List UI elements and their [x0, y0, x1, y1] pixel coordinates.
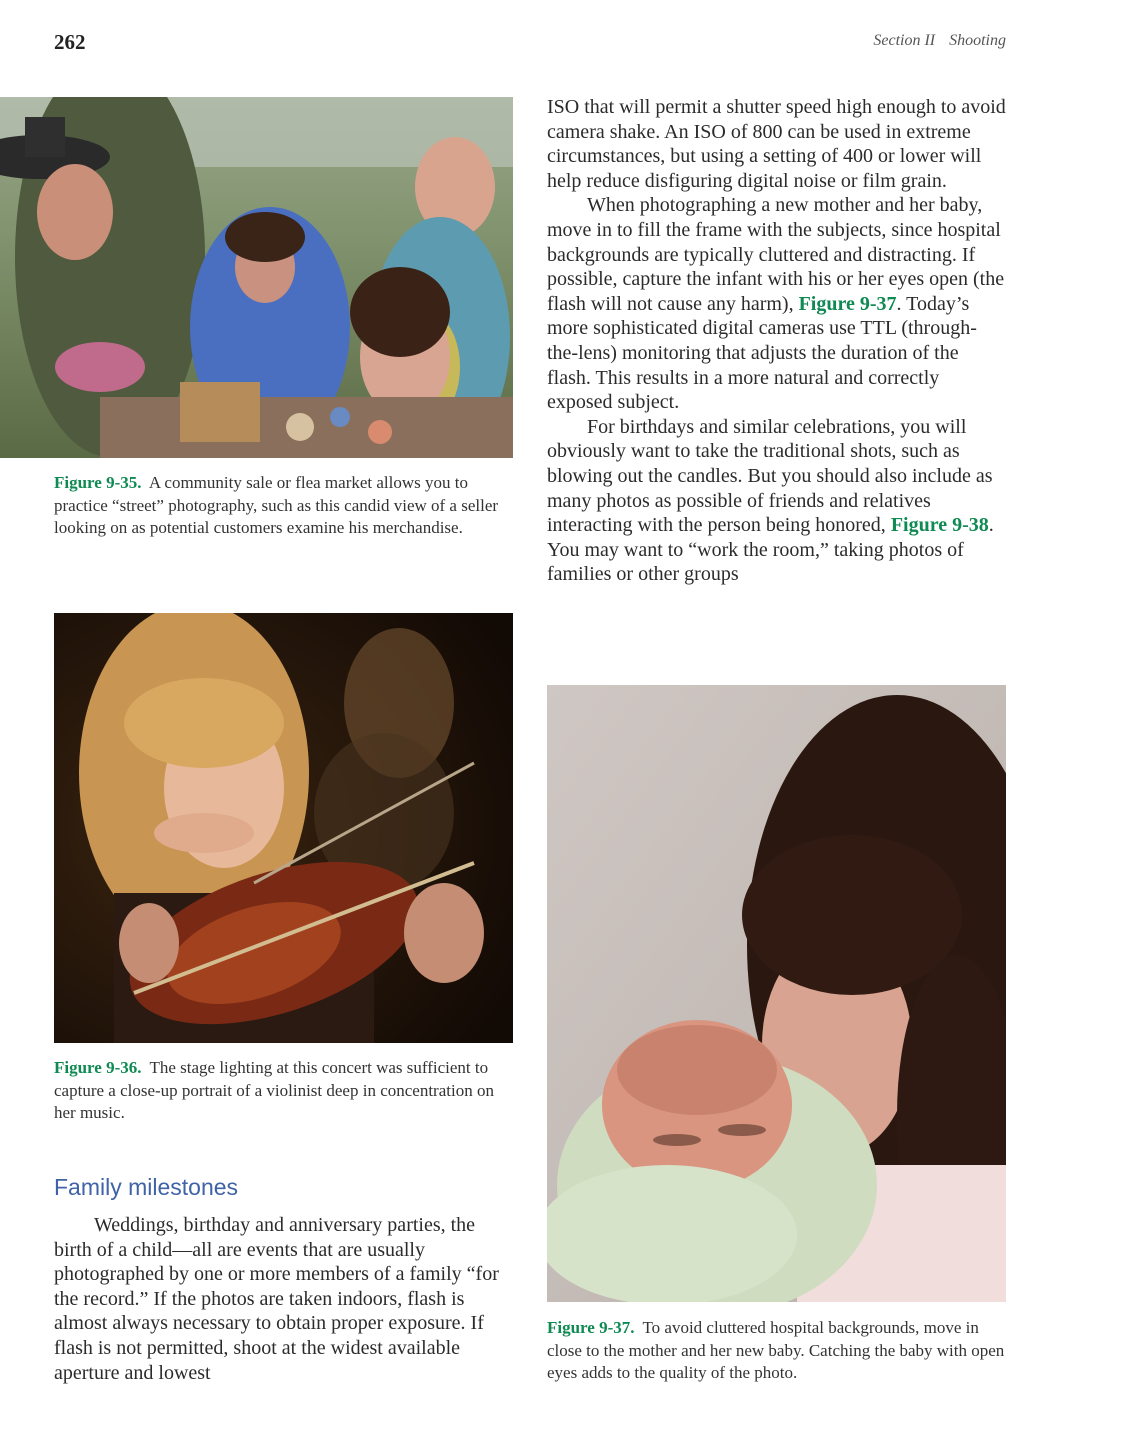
- mother-baby-photo: [547, 685, 1006, 1302]
- family-milestones-paragraph: Weddings, birthday and anniversary parties, the birth of a child—all are events that are usually photographed by one or more members of a family “for the record.” If the photos are taken indoors, flash is almost always necessary to obtain proper exposure. If flash is not permitted, shoot at the widest available aperture and lowest: [54, 1214, 499, 1384]
- violinist-photo: [54, 613, 513, 1043]
- birthdays-paragraph: [547, 415, 1007, 587]
- figure-9-37-text: To avoid cluttered hospital backgrounds, move in close to the mother and her new baby. Catching the baby with open eyes adds to the quality of the photo.: [547, 1318, 1005, 1382]
- birthdays-text-2: . You may want to “work the room,” taking photos of families or other groups: [547, 514, 994, 586]
- new-mother-text-2: . Today’s more sophisticated digital cameras use TTL (through-the-lens) monitoring that adjusts the duration of the flash. This results in a more natural and correctly exposed subject.: [547, 292, 977, 414]
- running-head-section: Section II: [873, 32, 936, 49]
- figure-9-35-caption: [54, 472, 514, 540]
- right-column-text: [547, 95, 1007, 587]
- page-number: 262: [54, 30, 86, 54]
- left-column-text: [54, 1213, 514, 1385]
- figure-9-35-text: A community sale or flea market allows you to practice “street” photography, such as this candid view of a seller looking on as potential customers examine his merchandise.: [54, 473, 499, 537]
- new-mother-text-1: When photographing a new mother and her baby, move in to fill the frame with the subjects, since hospital backgrounds are typically cluttered and distracting. If possible, capture the infant with his or her eyes open (the flash will not cause any harm),: [547, 194, 1005, 315]
- birthdays-text-1: For birthdays and similar celebrations, you will obviously want to take the traditional shots, such as blowing out the candles. But you should also include as many photos as possible of friends and relatives interacting with the person being honored,: [547, 415, 993, 537]
- flea-market-photo: [0, 97, 513, 458]
- figure-9-37-caption: [547, 1317, 1012, 1385]
- figure-9-36-text: The stage lighting at this concert was sufficient to capture a close-up portrait of a violinist deep in concentration on her music.: [54, 1058, 494, 1122]
- running-head-chapter: Shooting: [949, 32, 1006, 49]
- new-mother-paragraph: [547, 193, 1007, 414]
- figure-9-36-caption: [54, 1057, 494, 1125]
- section-heading: Family milestones: [54, 1174, 239, 1200]
- figure-9-37-reference[interactable]: Figure 9-37: [798, 292, 897, 315]
- figure-9-36-label: Figure 9-36.: [54, 1058, 142, 1077]
- figure-9-38-reference[interactable]: Figure 9-38: [890, 514, 989, 537]
- figure-9-37-label: Figure 9-37.: [547, 1318, 635, 1337]
- iso-paragraph: ISO that will permit a shutter speed high enough to avoid camera shake. An ISO of 800 can be used in extreme circumstances, but using a setting of 400 or lower will help reduce disfiguring digital noise or film grain.: [547, 96, 1006, 192]
- running-head: [873, 32, 1006, 50]
- figure-9-35-label: Figure 9-35.: [54, 473, 142, 492]
